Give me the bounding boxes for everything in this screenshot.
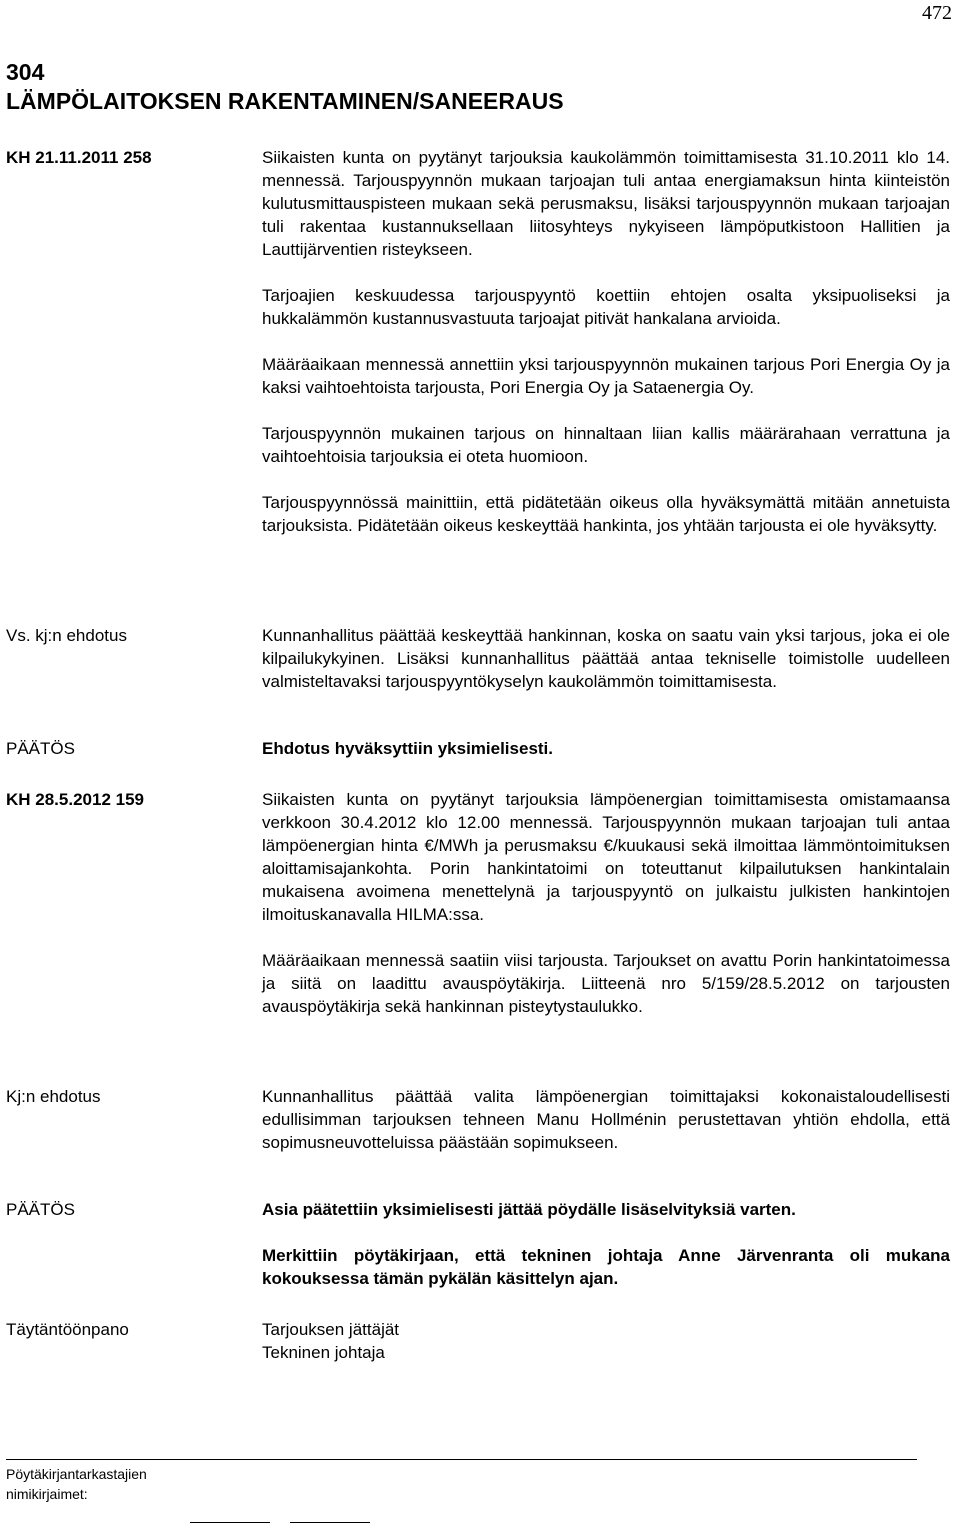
initials-signature-line bbox=[290, 1522, 370, 1523]
footer-label-line: Pöytäkirjantarkastajien bbox=[6, 1466, 147, 1482]
entry-label: PÄÄTÖS bbox=[6, 1200, 75, 1219]
paragraph: Määräaikaan mennessä saatiin viisi tarjousta. Tarjoukset on avattu Porin hankintatoimessa ja siitä on laadittu avauspöytäkirja. Liitteenä nro 5/159/28.5.2012 on tarjousten avauspöytäkirja sekä hankinnan pisteytystaulukko. bbox=[262, 951, 950, 1016]
entry-label: Vs. kj:n ehdotus bbox=[6, 626, 127, 645]
entry-label: PÄÄTÖS bbox=[6, 739, 75, 758]
paragraph: Kunnanhallitus päättää keskeyttää hankinnan, koska on saatu vain yksi tarjous, joka ei ole kilpailukykyinen. Lisäksi kunnanhallitus päättää antaa tekniselle toimistolle uudelleen valmisteltavaksi tarjouspyyntökyselyn kaukolämmön toimittamisesta. bbox=[262, 626, 950, 691]
section-title: LÄMPÖLAITOKSEN RAKENTAMINEN/SANEERAUS bbox=[6, 88, 564, 114]
entry-content bbox=[262, 1198, 950, 1313]
paragraph: Tarjoajien keskuudessa tarjouspyyntö koettiin ehtojen osalta yksipuoliseksi ja hukkalämmön kustannusvastuuta tarjoajat pitivät hankalana arvioida. bbox=[262, 286, 950, 328]
paragraph: Kunnanhallitus päättää valita lämpöenergian toimittajaksi kokonaistaloudellisesti edullisimman tarjouksen tehneen Manu Hollménin perustettavan yhtiön ehdolla, että sopimusneuvotteluissa päästään sopimukseen. bbox=[262, 1087, 950, 1152]
footer-label bbox=[6, 1464, 147, 1504]
entry-content bbox=[262, 1318, 950, 1364]
recipient-line: Tekninen johtaja bbox=[262, 1343, 385, 1362]
entry-label: Täytäntöönpano bbox=[6, 1320, 129, 1339]
entry-content bbox=[262, 737, 950, 783]
entry-content bbox=[262, 1085, 950, 1177]
section-number: 304 bbox=[6, 59, 45, 85]
footer-label-line: nimikirjaimet: bbox=[6, 1486, 88, 1502]
entry-content bbox=[262, 788, 950, 1041]
paragraph: Siikaisten kunta on pyytänyt tarjouksia lämpöenergian toimittamisesta omistamaansa verkkoon 30.4.2012 klo 12.00 mennessä. Tarjouspyynnön mukaan tarjoajan tuli antaa lämpöenergian hinta €/MWh ja perusmaksu €/kuukausi sekä ilmoittaa lämmöntoimituksen aloittamisajankohta. Porin hankintatoimi on toteuttanut kilpailutuksen hankintalain mukaisena avoimena menettelynä ja tarjouspyyntö on julkaistu julkisten hankintojen ilmoituskanavalla HILMA:ssa. bbox=[262, 790, 950, 924]
paragraph: Tarjouspyynnön mukainen tarjous on hinnaltaan liian kallis määrärahaan verrattuna ja vaihtoehtoisia tarjouksia ei oteta huomioon. bbox=[262, 424, 950, 466]
recipient-line: Tarjouksen jättäjät bbox=[262, 1320, 400, 1339]
decision-text: Ehdotus hyväksyttiin yksimielisesti. bbox=[262, 739, 554, 758]
page-number: 472 bbox=[922, 2, 952, 24]
paragraph: Tarjouspyynnössä mainittiin, että pidätetään oikeus olla hyväksymättä mitään annetuista tarjouksista. Pidätetään oikeus keskeyttää hankinta, jos yhtään tarjousta ei ole hyväksytty. bbox=[262, 493, 950, 535]
entry-label: KH 28.5.2012 159 bbox=[6, 790, 144, 809]
initials-signature-line bbox=[190, 1522, 270, 1523]
decision-text: Asia päätettiin yksimielisesti jättää pöydälle lisäselvityksiä varten. bbox=[262, 1200, 796, 1219]
entry-content bbox=[262, 624, 950, 716]
paragraph: Siikaisten kunta on pyytänyt tarjouksia kaukolämmön toimittamisesta 31.10.2011 klo 14. mennessä. Tarjouspyynnön mukaan tarjoajan tuli antaa energiamaksun hinta kiinteistön kulutusmittauspisteen mukaan sekä perusmaksu, lisäksi tarjouspyynnön mukaan tarjoajan tuli rakentaa kustannuksellaan liitosyhteys nykyiseen lämpöputkistoon Hallitien ja Lauttijärventien risteykseen. bbox=[262, 148, 950, 259]
footer-divider bbox=[6, 1459, 917, 1460]
paragraph: Määräaikaan mennessä annettiin yksi tarjouspyynnön mukainen tarjous Pori Energia Oy ja kaksi vaihtoehtoista tarjousta, Pori Energia Oy ja Sataenergia Oy. bbox=[262, 355, 950, 397]
decision-note: Merkittiin pöytäkirjaan, että tekninen johtaja Anne Järvenranta oli mukana kokouksessa tämän pykälän käsittelyn ajan. bbox=[262, 1246, 950, 1288]
section-header bbox=[6, 58, 564, 116]
entry-label: Kj:n ehdotus bbox=[6, 1087, 101, 1106]
entry-label: KH 21.11.2011 258 bbox=[6, 148, 152, 167]
entry-content bbox=[262, 146, 950, 560]
